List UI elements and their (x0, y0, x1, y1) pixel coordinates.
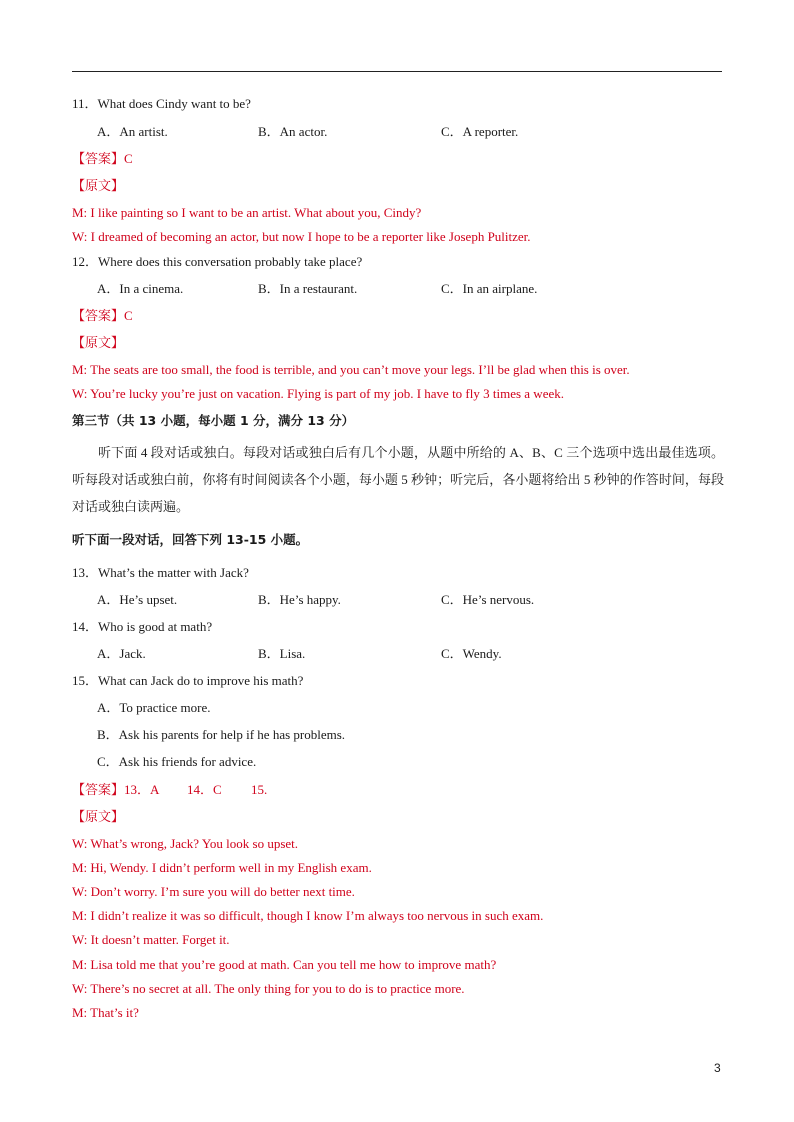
transcript-label: 【原文】 (72, 809, 125, 824)
question-12: 12．Where does this conversation probably take place? (72, 254, 363, 269)
transcript-line: W: There’s no secret at all. The only thing for you to do is to practice more. (72, 981, 465, 996)
transcript-line: M: That’s it? (72, 1005, 139, 1020)
answer-label: 【答案】 (72, 151, 125, 166)
q11-transcript-line: M: I like painting so I want to be an artist. What about you, Cindy? (72, 205, 422, 220)
q12-answer (72, 308, 133, 324)
q12-option-b: B．In a restaurant. (258, 281, 358, 296)
q11-option-b: B．An actor. (258, 124, 328, 139)
q11-option-c: C．A reporter. (441, 124, 519, 139)
q12-transcript-label: 【原文】 (72, 335, 125, 350)
question-13: 13．What’s the matter with Jack? (72, 565, 249, 580)
transcript-line: W: It doesn’t matter. Forget it. (72, 932, 230, 947)
question-11: 11．What does Cindy want to be? (72, 96, 251, 111)
page-number: 3 (714, 1061, 721, 1075)
question-14: 14．Who is good at math? (72, 619, 213, 634)
answer-value: C (124, 151, 133, 166)
q15-option-c: C．Ask his friends for advice. (97, 754, 257, 769)
q12-option-c: C．In an airplane. (441, 281, 538, 296)
header-rule (72, 71, 722, 72)
q13-option-a: A．He’s upset. (97, 592, 178, 607)
transcript-line: M: Hi, Wendy. I didn’t perform well in my English exam. (72, 860, 372, 875)
transcript-line: M: I didn’t realize it was so difficult, though I know I’m always too nervous in such exam. (72, 908, 544, 923)
answer-value: C (124, 308, 133, 323)
q15-option-b: B．Ask his parents for help if he has problems. (97, 727, 346, 742)
answer-13: 13．A (124, 782, 160, 797)
q12-transcript-line: M: The seats are too small, the food is terrible, and you can’t move your legs. I’ll be glad when this is over. (72, 362, 630, 377)
q14-option-a: A．Jack. (97, 646, 146, 661)
q11-transcript-label: 【原文】 (72, 178, 125, 193)
answer-label: 【答案】 (72, 308, 125, 323)
question-15: 15．What can Jack do to improve his math? (72, 673, 304, 688)
answers-13-15 (72, 782, 267, 798)
q11-option-a: A．An artist. (97, 124, 168, 139)
answer-label: 【答案】 (72, 782, 125, 797)
section-3-subheading: 听下面一段对话，回答下列 13-15 小题。 (72, 532, 309, 547)
q12-transcript-line: W: You’re lucky you’re just on vacation. Flying is part of my job. I have to fly 3 times a week. (72, 386, 564, 401)
q11-answer (72, 151, 133, 167)
q13-option-b: B．He’s happy. (258, 592, 341, 607)
q12-option-a: A．In a cinema. (97, 281, 184, 296)
q13-option-c: C．He’s nervous. (441, 592, 535, 607)
transcript-line: W: Don’t worry. I’m sure you will do better next time. (72, 884, 355, 899)
q15-option-a: A．To practice more. (97, 700, 211, 715)
q14-option-c: C．Wendy. (441, 646, 502, 661)
answer-15: 15. (251, 782, 268, 797)
section-3-instructions: 听下面 4 段对话或独白。每段对话或独白后有几个小题，从题中所给的 A、B、C 三个选项中选出最佳选项。听每段对话或独白前，你将有时间阅读各个小题，每小题 5 秒钟；听完后，各小题将给出 5 秒钟的作答时间，每段对话或独白读两遍。 (72, 445, 724, 514)
transcript-line: W: What’s wrong, Jack? You look so upset. (72, 836, 299, 851)
section-3-heading: 第三节（共 13 小题，每小题 1 分，满分 13 分） (72, 413, 355, 428)
q11-transcript-line: W: I dreamed of becoming an actor, but now I hope to be a reporter like Joseph Pulitzer. (72, 229, 531, 244)
transcript-line: M: Lisa told me that you’re good at math. Can you tell me how to improve math? (72, 957, 497, 972)
q14-option-b: B．Lisa. (258, 646, 306, 661)
answer-14: 14．C (187, 782, 222, 797)
